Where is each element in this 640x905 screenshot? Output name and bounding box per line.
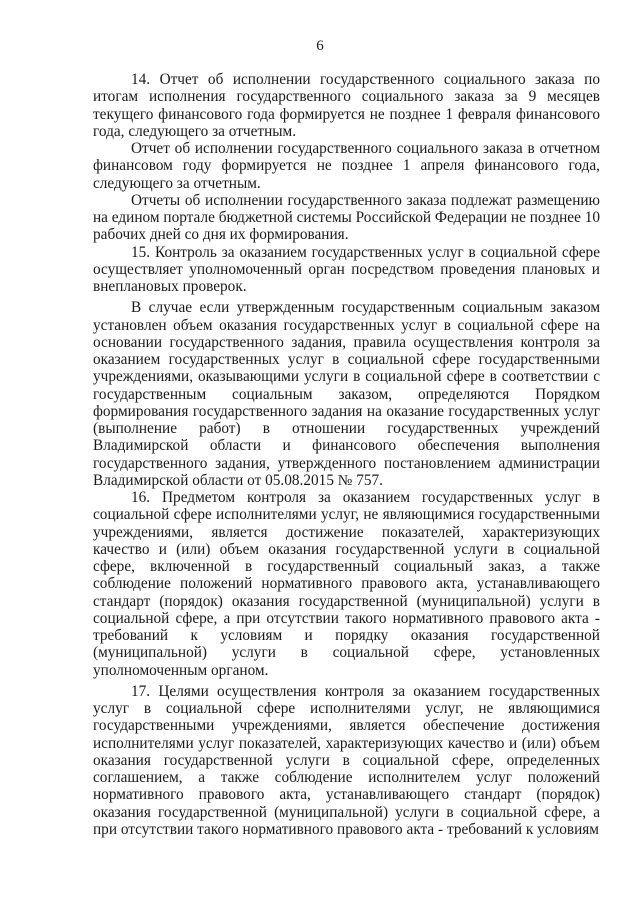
page-number: 6 — [316, 38, 324, 54]
paragraph-15: 15. Контроль за оказанием государственных услуг в социальной сфере осуществляет уполномоченный орган посредством проведения плановых и внеплановых проверок. — [93, 243, 600, 295]
document-body — [93, 71, 600, 838]
paragraph-report-publication: Отчеты об исполнении государственного заказа подлежат размещению на едином портале бюджетной системы Российской Федерации не позднее 10 рабочих дней со дня их формирования. — [93, 191, 600, 244]
paragraph-14: 14. Отчет об исполнении государственного социального заказа по итогам исполнения государственного социального заказа за 9 месяцев текущего финансового года формируется не позднее 1 февраля финансового года, следующего за отчетным. — [93, 71, 600, 140]
paragraph-state-assignment: В случае если утвержденным государственным социальным заказом установлен объем оказания государственных услуг в социальной сфере на основании государственного задания, правила осуществления контроля за оказанием государственных услуг в социальной сфере государственными учреждениями, оказывающими услуги в социальной сфере в соответствии с государственным социальным заказом, определяются Порядком формирования государственного задания на оказание государственных услуг (выполнение работ) в отношении государственных учреждений Владимирской области и финансового обеспечения выполнения государственного задания, утвержденного постановлением администрации Владимирской области от 05.08.2015 № 757. — [93, 299, 600, 489]
paragraph-17: 17. Целями осуществления контроля за оказанием государственных услуг в социальной сфере исполнителями услуг, не являющимися государственными учреждениями, является обеспечение достижения исполнителями услуг показателей, характеризующих качество и (или) объем оказания государственной услуги в социальной сфере, определенных соглашением, а также соблюдение исполнителем услуг положений нормативного правового акта, устанавливающего стандарт (порядок) оказания государственной (муниципальной) услуги в социальной сфере, а при отсутствии такого нормативного правового акта - требований к условиям — [93, 682, 600, 838]
paragraph-report-annual: Отчет об исполнении государственного социального заказа в отчетном финансовом году формируется не позднее 1 апреля финансового года, следующего за отчетным. — [93, 140, 600, 192]
paragraph-16: 16. Предметом контроля за оказанием государственных услуг в социальной сфере исполнителями услуг, не являющимися государственными учреждениями, является достижение показателей, характеризующих качество и (или) объем оказания государственной услуги в социальной сфере, включенной в государственный социальный заказ, а также соблюдение положений нормативного правового акта, устанавливающего стандарт (порядок) оказания государственной (муниципальной) услуги в социальной сфере, а при отсутствии такого нормативного правового акта - требований к условиям и порядку оказания государственной (муниципальной) услуги в социальной сфере, установленных уполномоченным органом. — [93, 489, 600, 679]
